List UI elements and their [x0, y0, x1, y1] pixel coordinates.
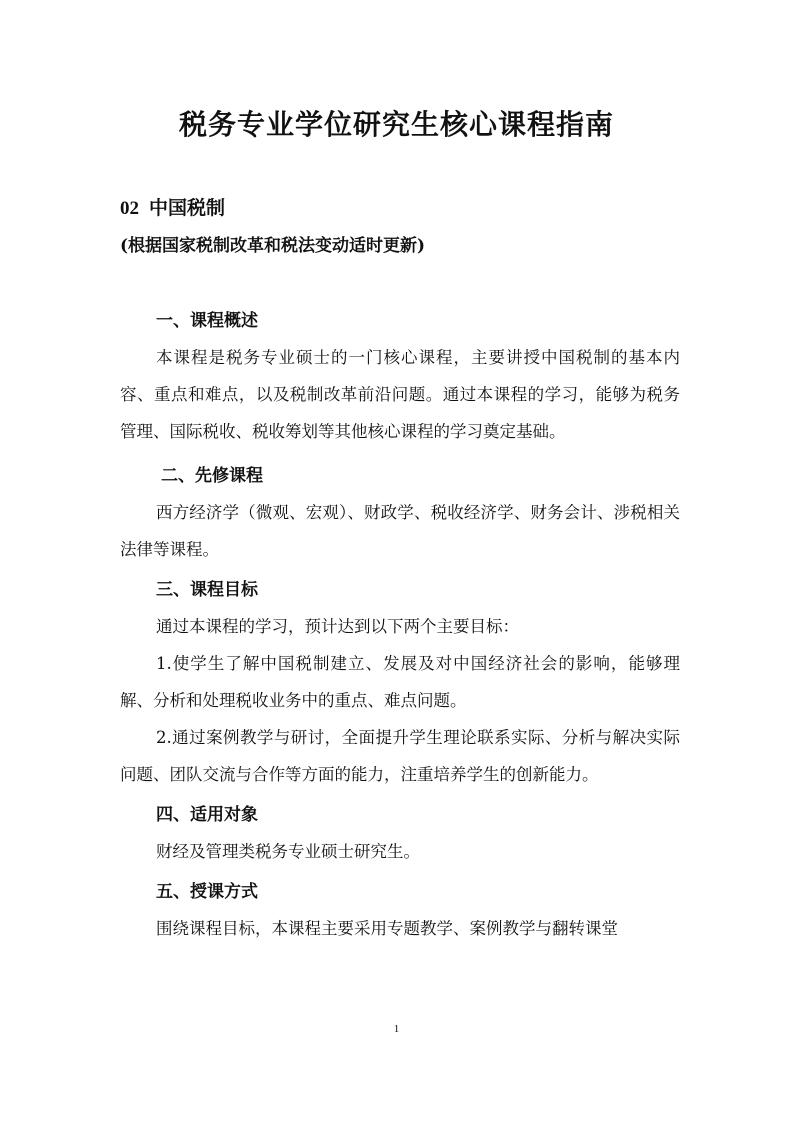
teaching-methods-paragraph: 围绕课程目标，本课程主要采用专题教学、案例教学与翻转课堂 [156, 919, 618, 938]
course-update-note: (根据国家税制改革和税法变动适时更新) [120, 236, 426, 256]
objective-item-2: 2.通过案例教学与研讨，全面提升学生理论联系实际、分析与解决实际问题、团队交流与合作等方面的能力，注重培养学生的创新能力。 [120, 728, 680, 784]
prerequisites-paragraph: 西方经济学（微观、宏观）、财政学、税收经济学、财务会计、涉税相关法律等课程。 [120, 503, 680, 559]
course-name: 中国税制 [149, 197, 226, 219]
overview-paragraph: 本课程是税务专业硕士的一门核心课程，主要讲授中国税制的基本内容、重点和难点，以及税制改革前沿问题。通过本课程的学习，能够为税务管理、国际税收、税收筹划等其他核心课程的学习奠定基础。 [120, 348, 680, 441]
section-heading-audience: 四、适用对象 [156, 805, 258, 825]
section-heading-prerequisites: 二、先修课程 [161, 466, 263, 486]
section-heading-overview: 一、课程概述 [156, 311, 258, 331]
objective-item-1: 1.使学生了解中国税制建立、发展及对中国经济社会的影响，能够理解、分析和处理税收业务中的重点、难点问题。 [120, 654, 680, 710]
document-title: 税务专业学位研究生核心课程指南 [178, 108, 614, 141]
page-number: 1 [393, 1023, 400, 1035]
document-body [120, 303, 680, 947]
audience-paragraph: 财经及管理类税务专业硕士研究生。 [156, 842, 420, 861]
course-heading [120, 193, 225, 224]
course-number: 02 [120, 198, 139, 219]
section-heading-objectives: 三、课程目标 [156, 580, 258, 600]
objectives-intro-paragraph: 通过本课程的学习，预计达到以下两个主要目标： [156, 617, 519, 636]
section-heading-teaching-methods: 五、授课方式 [156, 882, 258, 902]
